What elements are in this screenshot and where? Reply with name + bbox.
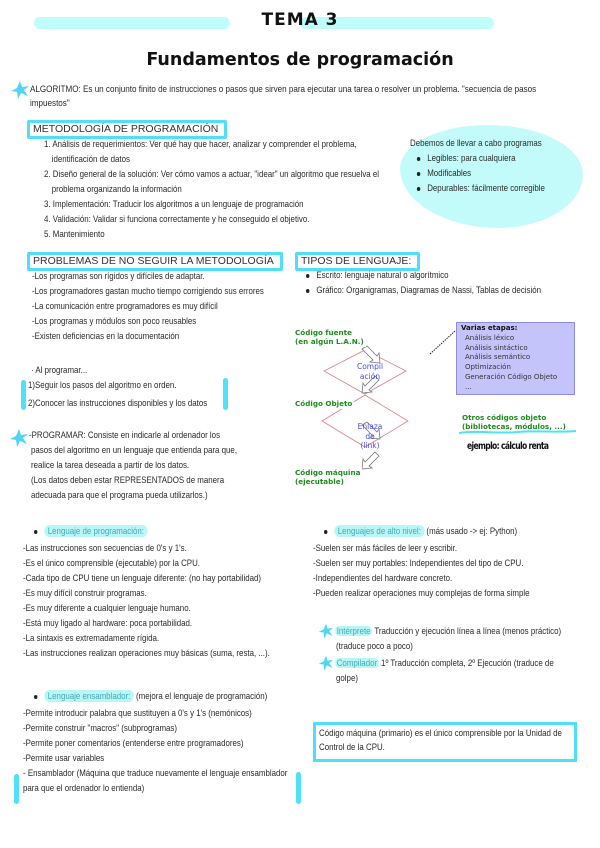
note-item: Modificables bbox=[410, 166, 545, 181]
topic-title: TEMA 3 bbox=[261, 10, 339, 30]
al-programar-step-2: 2)Conocer las instrucciones disponibles y los datos bbox=[28, 398, 208, 408]
bracket-left bbox=[21, 380, 26, 410]
metodologia-steps bbox=[44, 137, 434, 242]
ensamblador-heading: Lenguaje ensamblador: (mejora el lenguaje de programación) bbox=[34, 689, 267, 704]
alto-nivel-heading: Lenguajes de alto nivel: (más usado -> ej: Python) bbox=[324, 524, 517, 539]
source-code-label: Código fuente (en algún L.A.N.) bbox=[295, 328, 364, 346]
programas-note bbox=[410, 136, 567, 196]
tipo-item: Gráfico: Organigramas, Diagramas de Nassi, Tablas de decisión bbox=[306, 283, 541, 298]
bullet-icon bbox=[417, 157, 420, 161]
bullet-icon bbox=[417, 172, 420, 176]
interprete-label: Intérprete bbox=[336, 626, 371, 636]
compilador-note: golpe) bbox=[336, 673, 358, 683]
metodologia-heading: METODOLOGÍA DE PROGRAMACIÓN bbox=[27, 120, 227, 139]
star-marker-icon bbox=[9, 428, 29, 448]
link-label: Enlaza do (link) bbox=[357, 422, 383, 450]
note-item: Legibles: para cualquiera bbox=[410, 151, 545, 166]
underline-mark bbox=[458, 429, 578, 435]
stages-title: Varias etapas: bbox=[461, 324, 518, 332]
problemas-heading: PROBLEMAS DE NO SEGUIR LA METODOLOGÍA bbox=[27, 252, 283, 271]
step-2: 2. Diseño general de la solución: Ver cómo vamos a actuar, "idear" un algoritmo que resuelva el bbox=[44, 169, 380, 179]
handwritten-example: ejemplo: cálculo renta bbox=[467, 441, 549, 452]
bracket-right bbox=[296, 772, 301, 804]
dashed-connector bbox=[430, 331, 455, 354]
problemas-list bbox=[32, 269, 302, 344]
lenguaje-programacion-list: -Las instrucciones son secuencias de 0's y 1's. -Es el único comprensible (ejecutable) por la CPU. -Cada tipo de CPU tiene un lenguaje diferente: (no hay portabilidad) -Es muy difícil construir programas. -Es muy diferente a cualquier lenguaje humano. -Está muy ligado al hardware: poca portabilidad. -La sintaxis es extremadamente rígida. -Las instrucciones realizan operaciones muy básicas (suma, resta, ...). bbox=[23, 543, 270, 658]
compilador-line: Compilador 1º Traducción completa, 2º Ejecución (traduce de bbox=[336, 658, 554, 668]
bullet-icon bbox=[306, 274, 309, 278]
machine-code-label: Código máquina (ejecutable) bbox=[295, 468, 361, 486]
note-item: Depurables: fácilmente corregible bbox=[410, 181, 545, 196]
bracket-left bbox=[14, 774, 19, 804]
other-objects-label: Otros códigos objeto (bibliotecas, módulos, ...) bbox=[462, 413, 566, 431]
compile-label: Compil ación bbox=[356, 362, 384, 381]
codigo-maquina-note: Código máquina (primario) es el único comprensible por la Unidad de Control de la CPU. bbox=[313, 722, 577, 762]
star-marker-icon bbox=[318, 623, 334, 639]
object-code-label: Código Objeto bbox=[295, 399, 353, 408]
step-3: 3. Implementación: Traducir los algoritmos a un lenguaje de programación bbox=[44, 199, 304, 209]
problema-item: -Existen deficiencias en la documentación bbox=[32, 331, 180, 341]
ensamblador-list: -Permite introducir palabra que sustituyen a 0's y 1's (nemónicos) -Permite construir "macros" (subprogramas) -Permite poner comentarios (entenderse entre programadores) -Permite usar variables - Ensamblador (Máquina que traduce nuevamente el lenguaje ensamblador para que el ordenador lo entienda) bbox=[23, 708, 288, 793]
interprete-line: Intérprete Traducción y ejecución línea a línea (menos práctico) bbox=[336, 626, 562, 636]
bullet-icon bbox=[34, 695, 37, 699]
problema-item: -La comunicación entre programadores es muy difícil bbox=[32, 301, 218, 311]
step-4: 4. Validación: Validar si funciona correctamente y he conseguido el objetivo. bbox=[44, 214, 310, 224]
bullet-icon bbox=[324, 530, 327, 534]
al-programar-label: · Al programar... bbox=[31, 365, 88, 375]
stages-box: Varias etapas: Análisis léxico Análisis sintáctico Análisis semántico Optimización Generación Código Objeto ... bbox=[456, 322, 575, 395]
algoritmo-definition: ALGORITMO: Es un conjunto finito de instrucciones o pasos que sirven para ejecutar una tarea o resolver un problema. "secuencia de pasos bbox=[30, 84, 537, 94]
bullet-icon bbox=[306, 289, 309, 293]
compilador-label: Compilador bbox=[336, 658, 378, 668]
step-1-cont: identificación de datos bbox=[51, 154, 130, 164]
step-5: 5. Mantenimiento bbox=[44, 229, 105, 239]
problema-item: -Los programas son rígidos y difíciles de adaptar. bbox=[32, 271, 205, 281]
algoritmo-definition-cont: impuestos" bbox=[30, 98, 70, 108]
bullet-icon bbox=[34, 530, 37, 534]
star-marker-icon bbox=[10, 80, 30, 100]
note-intro: Debemos de llevar a cabo programas bbox=[410, 138, 542, 148]
al-programar-step-1: 1)Seguir los pasos del algoritmo en orden. bbox=[28, 380, 177, 390]
lenguaje-programacion-heading: Lenguaje de programación: bbox=[34, 524, 147, 539]
page-title: Fundamentos de programación bbox=[146, 50, 454, 70]
step-2-cont: problema organizando la información bbox=[51, 184, 182, 194]
tipos-list bbox=[306, 268, 579, 298]
problema-item: -Los programadores gastan mucho tiempo corrigiendo sus errores bbox=[32, 286, 264, 296]
bullet-icon bbox=[417, 187, 420, 191]
interprete-note: (traduce poco a poco) bbox=[336, 641, 413, 651]
step-1: 1. Análisis de requerimientos: Ver qué hay que hacer, analizar y comprender el problema, bbox=[44, 139, 357, 149]
tipo-item: Escrito: lenguaje natural o algorítmico bbox=[306, 268, 541, 283]
star-marker-icon bbox=[318, 655, 334, 671]
bracket-right bbox=[223, 378, 228, 410]
tipos-heading: TIPOS DE LENGUAJE: bbox=[295, 252, 420, 271]
programar-definition: -PROGRAMAR: Consiste en indicarle al ordenador los pasos del algoritmo en un lenguaje que entienda para que, realice la tarea deseada a partir de los datos. (Los datos deben estar REPRESENTADOS de manera adecuada para que el programa pueda utilizarlos.) bbox=[29, 430, 238, 500]
alto-nivel-list: -Suelen ser más fáciles de leer y escribir. -Suelen ser muy portables: Independientes del tipo de CPU. -Independientes del hardware concreto. -Pueden realizar operaciones muy complejas de forma simple bbox=[313, 543, 530, 598]
problema-item: -Los programas y módulos son poco reusables bbox=[32, 316, 197, 326]
